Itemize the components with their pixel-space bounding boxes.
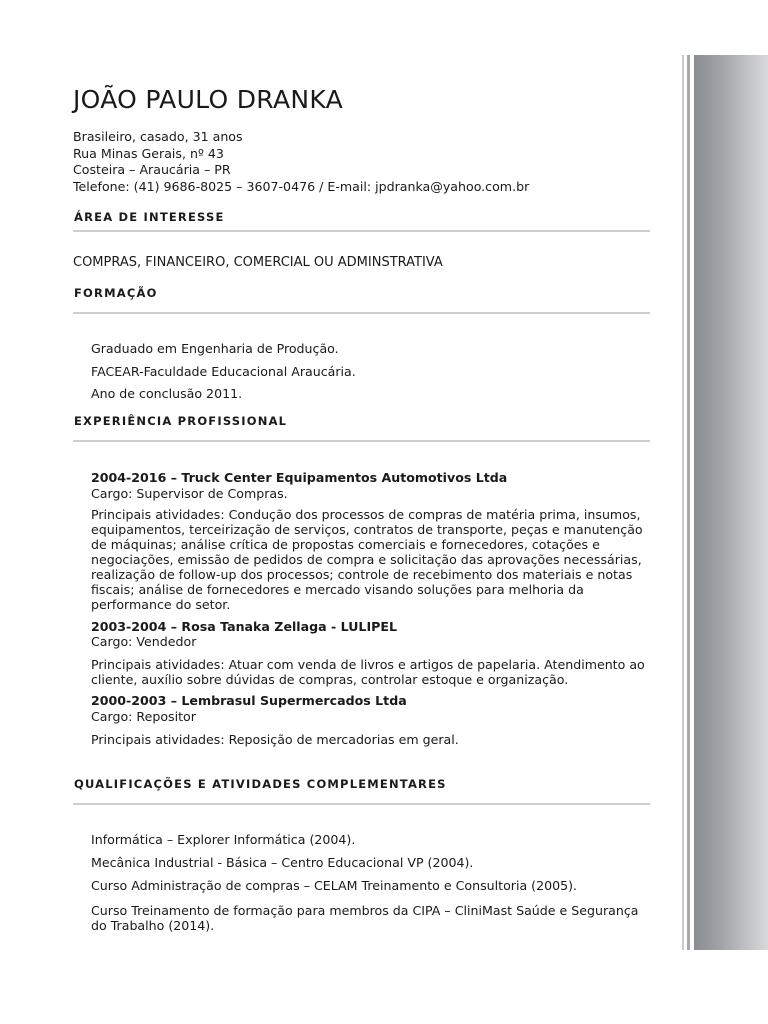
- activity-line: realização de follow-up dos processos; controle de recebimento dos materiais e notas: [91, 567, 633, 582]
- section-divider: [73, 803, 650, 805]
- section-title-interest: ÁREA DE INTERESSE: [74, 210, 225, 224]
- section-divider: [73, 312, 650, 314]
- qualification-item: Informática – Explorer Informática (2004).: [91, 832, 356, 847]
- activity-line: fiscais; análise de fornecedores e mercado visando soluções para melhoria da: [91, 582, 584, 597]
- activity-line: performance do setor.: [91, 597, 231, 612]
- job-title: 2003-2004 – Rosa Tanaka Zellaga - LULIPEL: [91, 619, 397, 634]
- contact-block: [73, 129, 529, 195]
- job-title: 2004-2016 – Truck Center Equipamentos Automotivos Ltda: [91, 470, 508, 485]
- contact-street: Rua Minas Gerais, nº 43: [73, 145, 224, 161]
- job-role: Cargo: Vendedor: [91, 634, 197, 649]
- job-activities: [91, 732, 651, 747]
- activity-line: equipamentos, terceirização de serviços, contratos de transporte, peças e manutenção: [91, 522, 643, 537]
- job-role: Cargo: Supervisor de Compras.: [91, 486, 288, 501]
- education-institution: FACEAR-Faculdade Educacional Araucária.: [91, 364, 356, 379]
- job-title: 2000-2003 – Lembrasul Supermercados Ltda: [91, 693, 407, 708]
- qualification-line: do Trabalho (2014).: [91, 918, 215, 933]
- activity-line: Principais atividades: Condução dos processos de compras de matéria prima, insumos,: [91, 507, 641, 522]
- activity-line: Principais atividades: Atuar com venda de livros e artigos de papelaria. Atendimento ao: [91, 657, 645, 672]
- activity-line: cliente, auxílio sobre dúvidas de compras, controlar estoque e organização.: [91, 672, 569, 687]
- interest-text: COMPRAS, FINANCEIRO, COMERCIAL OU ADMINSTRATIVA: [73, 255, 443, 270]
- candidate-name: JOÃO PAULO DRANKA: [73, 85, 344, 114]
- decorative-side-bar: [694, 55, 768, 950]
- section-title-education: FORMAÇÃO: [74, 286, 158, 300]
- decorative-side-lines: [682, 55, 694, 950]
- job-activities: [91, 657, 651, 687]
- qualification-item: Mecânica Industrial - Básica – Centro Educacional VP (2004).: [91, 855, 474, 870]
- activity-line: de máquinas; análise crítica de propostas comerciais e fornecedores, cotações e: [91, 537, 600, 552]
- job-role: Cargo: Repositor: [91, 709, 196, 724]
- activity-line: negociações, emissão de pedidos de compra e solicitação das aprovações necessárias,: [91, 552, 642, 567]
- qualification-item: [91, 903, 651, 933]
- qualification-item: Curso Administração de compras – CELAM Treinamento e Consultoria (2005).: [91, 878, 578, 893]
- section-title-qualifications: QUALIFICAÇÕES E ATIVIDADES COMPLEMENTARES: [74, 777, 447, 791]
- section-divider: [73, 440, 650, 442]
- contact-phone-email: Telefone: (41) 9686-8025 – 3607-0476 / E-mail: jpdranka@yahoo.com.br: [73, 178, 530, 194]
- section-divider: [73, 230, 650, 232]
- job-activities: [91, 507, 651, 612]
- qualification-line: Curso Treinamento de formação para membros da CIPA – CliniMast Saúde e Segurança: [91, 903, 639, 918]
- contact-city: Costeira – Araucária – PR: [73, 162, 231, 177]
- education-year: Ano de conclusão 2011.: [91, 386, 243, 401]
- activity-line: Principais atividades: Reposição de mercadorias em geral.: [91, 732, 459, 747]
- education-degree: Graduado em Engenharia de Produção.: [91, 341, 339, 356]
- section-title-experience: EXPERIÊNCIA PROFISSIONAL: [74, 414, 288, 428]
- contact-personal: Brasileiro, casado, 31 anos: [73, 129, 243, 144]
